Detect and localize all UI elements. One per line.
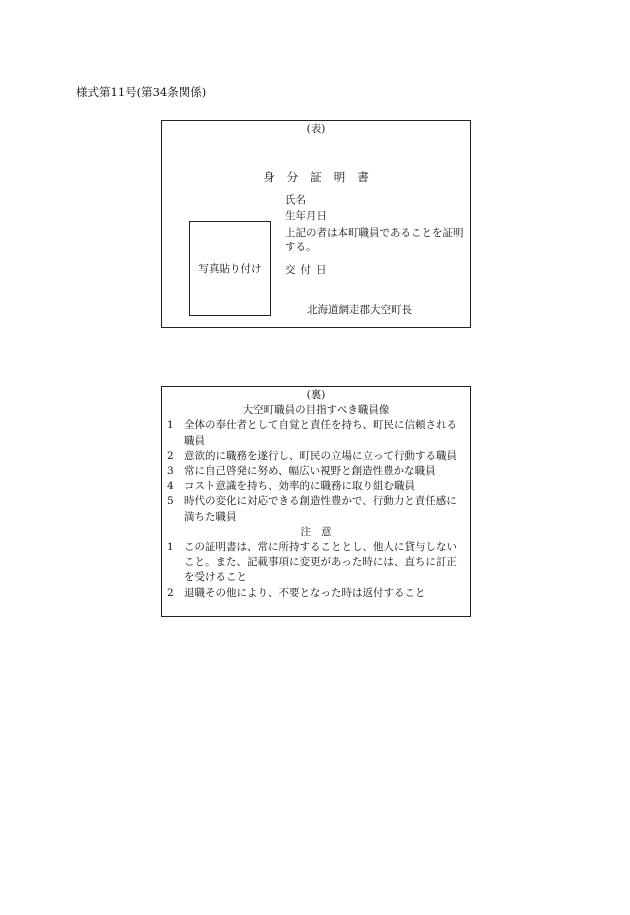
notes-heading: 注意 xyxy=(300,525,342,538)
back-side-label: (裏) xyxy=(306,389,326,401)
ideal-text: 常に自己啓発に努め、幅広い視野と創造性豊かな職員 xyxy=(184,465,436,478)
ideal-text: コスト意識を持ち、効率的に職務に取り組む職員 xyxy=(184,480,415,493)
ideal-item xyxy=(167,494,465,524)
front-side-label: (表) xyxy=(306,123,326,135)
name-label: 氏名 xyxy=(285,194,306,206)
note-item xyxy=(167,540,465,586)
note-item xyxy=(167,586,465,601)
certificate-title: 身分証明書 xyxy=(263,170,381,184)
note-number: 1 xyxy=(167,541,174,554)
note-text: この証明書は、常に所持することとし、他人に貸与しないこと。また、記載事項に変更があった時には、直ちに訂正を受けること xyxy=(184,541,457,584)
ideal-number: 2 xyxy=(167,449,174,462)
birth-date-label: 生年月日 xyxy=(285,210,327,222)
photo-placeholder xyxy=(189,221,271,316)
ideal-number: 5 xyxy=(167,495,174,508)
ideal-text: 時代の変化に対応できる創造性豊かで、行動力と責任感に満ちた職員 xyxy=(184,495,457,523)
id-card-back xyxy=(161,386,471,617)
ideal-text: 全体の奉仕者として自覚と責任を持ち、町民に信頼される職員 xyxy=(184,419,457,447)
ideal-text: 意欲的に職務を遂行し、町民の立場に立って行動する職員 xyxy=(184,449,457,462)
note-text: 退職その他により、不要となった時は返付すること xyxy=(184,586,426,599)
ideals-title: 大空町職員の目指すべき職員像 xyxy=(242,404,390,417)
ideal-item xyxy=(167,464,465,479)
issuer-name: 北海道網走郡大空町長 xyxy=(307,304,412,316)
ideal-item xyxy=(167,479,465,494)
ideal-number: 1 xyxy=(167,419,174,432)
ideal-item xyxy=(167,449,465,464)
id-card-front xyxy=(161,120,471,328)
certification-statement: 上記の者は本町職員であることを証明する。 xyxy=(285,227,464,253)
ideal-number: 3 xyxy=(167,465,174,478)
ideal-number: 4 xyxy=(167,480,174,493)
form-number: 様式第11号(第34条関係) xyxy=(76,85,207,99)
photo-label: 写真貼り付け xyxy=(198,263,262,275)
ideal-item xyxy=(167,418,465,448)
note-number: 2 xyxy=(167,586,174,599)
issue-date-label: 交付日 xyxy=(285,264,332,276)
